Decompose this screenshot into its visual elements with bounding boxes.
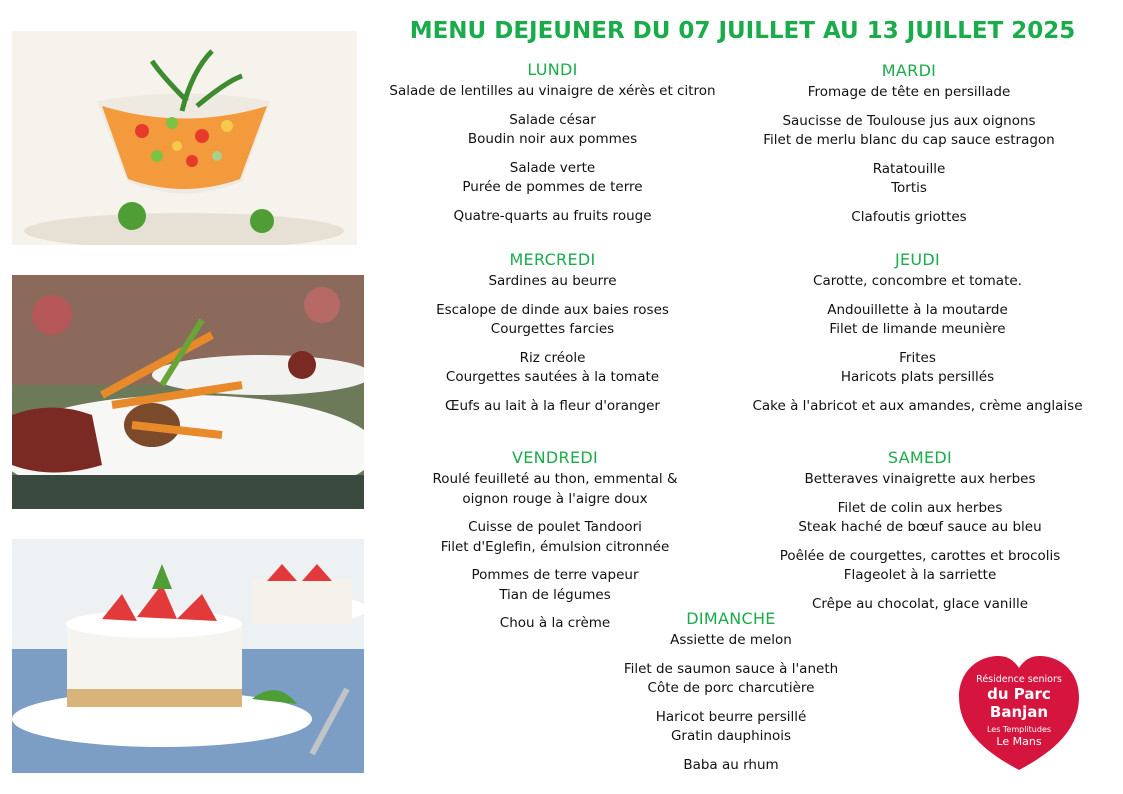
menu-item: Saucisse de Toulouse jus aux oignons bbox=[782, 112, 1036, 129]
starter-group bbox=[380, 470, 730, 509]
day-samedi bbox=[765, 448, 1075, 623]
menu-item: Haricots plats persillés bbox=[840, 369, 995, 385]
logo-brand: Les Templitudes bbox=[986, 725, 1052, 734]
day-mercredi bbox=[380, 250, 725, 425]
menu-item: Tian de légumes bbox=[499, 586, 611, 603]
logo-city: Le Mans bbox=[996, 735, 1042, 748]
day-heading: SAMEDI bbox=[887, 448, 953, 467]
menu-item: Fromage de tête en persillade bbox=[807, 84, 1011, 100]
logo-name-line2: Banjan bbox=[989, 703, 1049, 721]
menu-item: Quatre-quarts au fruits rouge bbox=[453, 207, 652, 224]
dessert-group bbox=[745, 397, 1090, 417]
menu-item: Chou à la crème bbox=[499, 615, 611, 631]
dessert-group bbox=[380, 397, 725, 417]
main-group bbox=[745, 301, 1090, 340]
day-dimanche bbox=[595, 609, 867, 784]
side-group bbox=[745, 349, 1090, 388]
menu-item: Poêlée de courgettes, carottes et brocolis bbox=[779, 547, 1061, 564]
menu-item: Côte de porc charcutière bbox=[647, 680, 815, 696]
day-mardi bbox=[745, 61, 1073, 236]
menu-item: Filet de saumon sauce à l'aneth bbox=[623, 660, 839, 677]
dessert-group bbox=[380, 207, 725, 227]
menu-item: Salade de lentilles au vinaigre de xérès et citron bbox=[389, 83, 716, 99]
day-heading: MARDI bbox=[881, 61, 937, 80]
menu-item: Andouillette à la moutarde bbox=[827, 301, 1008, 318]
starter-group bbox=[380, 82, 725, 102]
menu-item: Boudin noir aux pommes bbox=[467, 131, 638, 147]
menu-item: Crêpe au chocolat, glace vanille bbox=[811, 595, 1029, 612]
day-heading: MERCREDI bbox=[509, 250, 596, 269]
day-jeudi bbox=[745, 250, 1090, 425]
logo-subtitle: Résidence seniors bbox=[976, 674, 1062, 685]
menu-item: Cake à l'abricot et aux amandes, crème anglaise bbox=[752, 397, 1083, 414]
menu-item: Haricot beurre persillé bbox=[655, 708, 807, 725]
dessert-group bbox=[595, 756, 867, 776]
menu-item: Cuisse de poulet Tandoori bbox=[468, 519, 642, 535]
steak-with-vegetables-photo bbox=[12, 275, 364, 509]
menu-item: Purée de pommes de terre bbox=[462, 179, 643, 195]
menu-item: Tortis bbox=[891, 180, 927, 196]
starter-group bbox=[745, 83, 1073, 103]
menu-item: Courgettes farcies bbox=[490, 321, 615, 337]
day-lundi bbox=[380, 60, 725, 235]
strawberry-cheesecake-photo bbox=[12, 539, 364, 773]
starter-group bbox=[765, 470, 1075, 490]
menu-item: Filet de colin aux herbes bbox=[837, 499, 1003, 516]
menu-item: Frites bbox=[899, 349, 936, 366]
menu-item: Gratin dauphinois bbox=[670, 728, 792, 744]
main-group bbox=[595, 660, 867, 699]
starter-group bbox=[595, 631, 867, 651]
menu-item: Steak haché de bœuf sauce au bleu bbox=[798, 519, 1042, 535]
logo-name-line1: du Parc bbox=[987, 685, 1051, 703]
side-group bbox=[745, 160, 1073, 199]
menu-item: Flageolet à la sarriette bbox=[843, 567, 997, 583]
day-heading: DIMANCHE bbox=[686, 609, 776, 628]
day-heading: LUNDI bbox=[527, 60, 578, 79]
starter-group bbox=[745, 272, 1090, 292]
menu-item: Riz créole bbox=[519, 349, 586, 366]
menu-item: Assiette de melon bbox=[670, 632, 792, 648]
starter-group bbox=[380, 272, 725, 292]
menu-item: Escalope de dinde aux baies roses bbox=[436, 301, 669, 318]
vegetable-salad-photo bbox=[12, 31, 357, 245]
main-group bbox=[380, 301, 725, 340]
menu-item: Sardines au beurre bbox=[488, 273, 617, 289]
main-group bbox=[745, 112, 1073, 151]
menu-item: Baba au rhum bbox=[683, 756, 779, 773]
menu-item: Ratatouille bbox=[872, 160, 946, 177]
side-group bbox=[380, 349, 725, 388]
main-group bbox=[765, 499, 1075, 538]
residence-logo bbox=[955, 652, 1083, 772]
menu-item: Courgettes sautées à la tomate bbox=[445, 369, 660, 385]
menu-item: Pommes de terre vapeur bbox=[471, 567, 639, 583]
menu-item: Œufs au lait à la fleur d'oranger bbox=[445, 397, 660, 414]
menu-item: Carotte, concombre et tomate. bbox=[813, 273, 1022, 289]
menu-item: Clafoutis griottes bbox=[851, 208, 967, 225]
main-group bbox=[380, 111, 725, 150]
menu-item: Filet d'Eglefin, émulsion citronnée bbox=[440, 538, 670, 555]
menu-item: Salade verte bbox=[509, 159, 596, 176]
menu-item: Salade césar bbox=[509, 111, 596, 128]
menu-item: Betteraves vinaigrette aux herbes bbox=[804, 471, 1036, 487]
main-group bbox=[380, 518, 730, 557]
dessert-group bbox=[745, 208, 1073, 228]
menu-item: Filet de merlu blanc du cap sauce estragon bbox=[763, 132, 1055, 148]
side-group bbox=[765, 547, 1075, 586]
menu-title: MENU DEJEUNER DU 07 JUILLET AU 13 JUILLET 2025 bbox=[409, 18, 1076, 44]
day-heading: JEUDI bbox=[894, 250, 941, 269]
side-group bbox=[380, 159, 725, 198]
menu-item: Filet de limande meunière bbox=[829, 321, 1006, 337]
side-group bbox=[595, 708, 867, 747]
day-heading: VENDREDI bbox=[511, 448, 598, 467]
side-group bbox=[380, 566, 730, 605]
menu-item: Roulé feuilleté au thon, emmental & oignon rouge à l'aigre doux bbox=[432, 471, 678, 507]
